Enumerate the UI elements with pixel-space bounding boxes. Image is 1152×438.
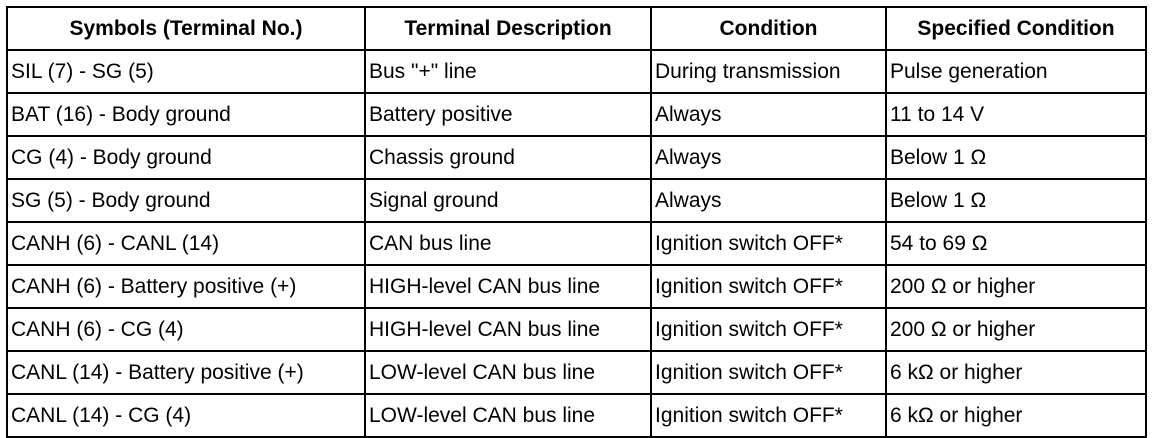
cell-condition: During transmission <box>651 50 886 93</box>
cell-condition: Ignition switch OFF* <box>651 308 886 351</box>
table-row <box>7 394 1146 437</box>
table-row <box>7 50 1146 93</box>
cell-specified-condition: 200 Ω or higher <box>886 265 1146 308</box>
table-row <box>7 351 1146 394</box>
cell-symbols: CANL (14) - CG (4) <box>7 394 365 437</box>
table-row <box>7 265 1146 308</box>
table-row <box>7 179 1146 222</box>
cell-condition: Ignition switch OFF* <box>651 265 886 308</box>
cell-symbols: SIL (7) - SG (5) <box>7 50 365 93</box>
header-condition: Condition <box>651 7 886 50</box>
cell-terminal-description: Signal ground <box>365 179 651 222</box>
cell-symbols: CANH (6) - CANL (14) <box>7 222 365 265</box>
table-row <box>7 222 1146 265</box>
cell-condition: Always <box>651 93 886 136</box>
header-terminal-description: Terminal Description <box>365 7 651 50</box>
table-row <box>7 308 1146 351</box>
cell-terminal-description: HIGH-level CAN bus line <box>365 265 651 308</box>
cell-symbols: CANL (14) - Battery positive (+) <box>7 351 365 394</box>
header-row <box>7 7 1146 50</box>
cell-specified-condition: Below 1 Ω <box>886 136 1146 179</box>
cell-condition: Ignition switch OFF* <box>651 394 886 437</box>
cell-symbols: CANH (6) - Battery positive (+) <box>7 265 365 308</box>
cell-specified-condition: Pulse generation <box>886 50 1146 93</box>
cell-symbols: CG (4) - Body ground <box>7 136 365 179</box>
cell-terminal-description: HIGH-level CAN bus line <box>365 308 651 351</box>
table-row <box>7 136 1146 179</box>
table-row <box>7 93 1146 136</box>
cell-terminal-description: CAN bus line <box>365 222 651 265</box>
cell-terminal-description: LOW-level CAN bus line <box>365 351 651 394</box>
cell-terminal-description: LOW-level CAN bus line <box>365 394 651 437</box>
header-specified-condition: Specified Condition <box>886 7 1146 50</box>
terminal-table-container <box>6 6 1145 431</box>
cell-specified-condition: Below 1 Ω <box>886 179 1146 222</box>
table-header <box>7 7 1146 50</box>
cell-specified-condition: 200 Ω or higher <box>886 308 1146 351</box>
cell-condition: Ignition switch OFF* <box>651 222 886 265</box>
cell-terminal-description: Battery positive <box>365 93 651 136</box>
cell-symbols: SG (5) - Body ground <box>7 179 365 222</box>
cell-terminal-description: Bus "+" line <box>365 50 651 93</box>
cell-condition: Always <box>651 136 886 179</box>
cell-condition: Ignition switch OFF* <box>651 351 886 394</box>
cell-specified-condition: 6 kΩ or higher <box>886 394 1146 437</box>
cell-specified-condition: 11 to 14 V <box>886 93 1146 136</box>
header-symbols: Symbols (Terminal No.) <box>7 7 365 50</box>
cell-terminal-description: Chassis ground <box>365 136 651 179</box>
cell-specified-condition: 54 to 69 Ω <box>886 222 1146 265</box>
terminal-specification-table <box>6 6 1147 438</box>
cell-condition: Always <box>651 179 886 222</box>
cell-specified-condition: 6 kΩ or higher <box>886 351 1146 394</box>
cell-symbols: CANH (6) - CG (4) <box>7 308 365 351</box>
cell-symbols: BAT (16) - Body ground <box>7 93 365 136</box>
table-body <box>7 50 1146 437</box>
